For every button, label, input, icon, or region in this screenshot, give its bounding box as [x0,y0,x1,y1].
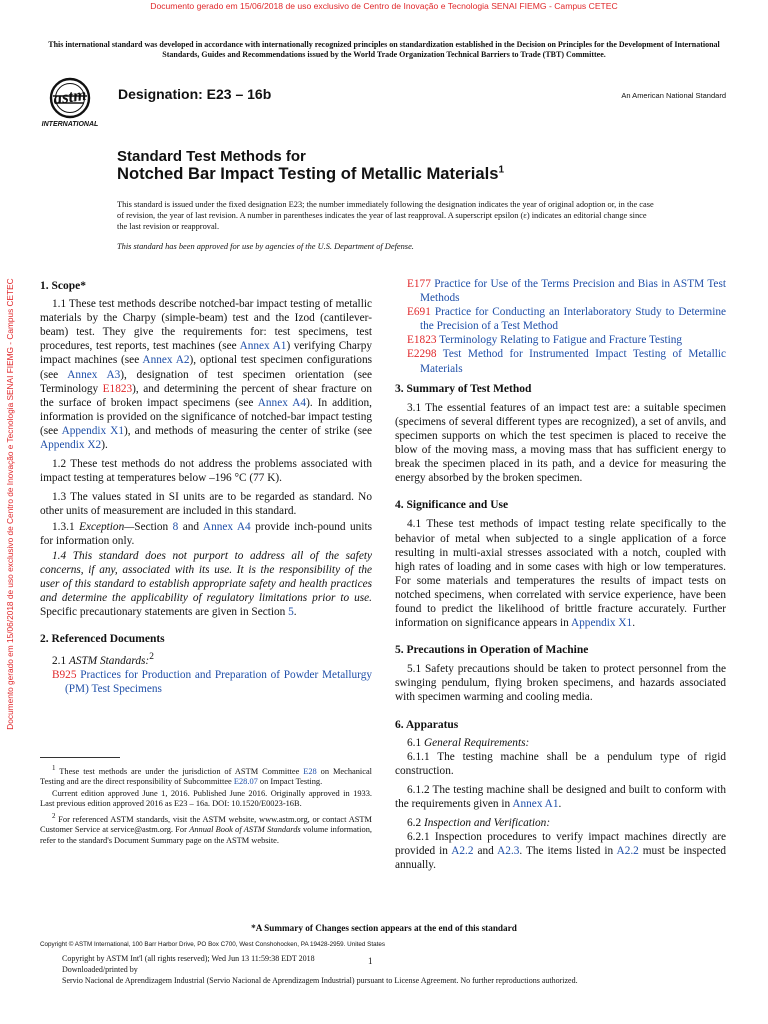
designation: Designation: E23 – 16b [118,86,272,102]
title-line-2: Notched Bar Impact Testing of Metallic Materials$^1$ [117,164,504,183]
link-section-8[interactable]: 8 [172,520,179,533]
download-line-2: Downloaded/printed by [62,965,138,974]
link-b925[interactable]: B925 [52,669,77,682]
section-heading-significance: 4. Significance and Use [395,499,509,512]
paragraph-1-3-1: 1.3.1 Exception—Section 8 and Annex A4 provide inch-pound units for information only. [40,520,372,547]
title-line-1: Standard Test Methods for [117,148,306,165]
link-annex-a4[interactable]: Annex A4 [257,396,307,409]
reference-e177: E177 Practice for Use of the Terms Precision and Bias in ASTM Test Methods [407,278,726,305]
link-appendix-x1[interactable]: Appendix X1 [571,617,633,630]
paragraph-1-4: 1.4 This standard does not purport to address all of the safety concerns, if any, associated with its use. It is the responsibility of the user of this standard to establish appropriate safety and health practices and determine the applicability of regulatory limitations prior to use. Specific precautionary statements are given in Section 5. [40,549,372,619]
link-appendix-x2[interactable]: Appendix X2 [40,439,102,452]
astm-logo-icon [40,76,106,130]
paragraph-4-1: 4.1 These test methods of impact testing relate specifically to the behavior of metal when subjected to a single application of a force resulting in multi-axial stresses associated with a notch, coupled with high rates of loading and in some cases with high or low temperatures. For some materials and temperatures the results of impact tests on notched specimens, when correlated with service experience, have been found to predict the likelihood of brittle fracture accurately. Further information on significance appears in Appendix X1. [395,518,726,630]
watermark-sidebar: Documento gerado em 15/06/2018 de uso exclusivo de Centro de Inovação e Tecnologia SENAI FIEMG - Campus CETEC [5,278,15,730]
left-column [40,279,372,696]
dod-note: This standard has been approved for use by agencies of the U.S. Department of Defense. [117,242,414,251]
section-heading-apparatus: 6. Apparatus [395,718,459,731]
paragraph-3-1: 3.1 The essential features of an impact test are: a suitable specimen (specimens of several different types are recognized), a set of anvils, and specimen supports on which the test specimen is placed to receive the blow of the moving mass, a moving mass that has sufficient energy to break the specimen placed in its path, and a device for measuring the energy absorbed by the broken specimen. [395,401,726,485]
reference-e691: E691 Practice for Conducting an Interlaboratory Study to Determine the Precision of a Test Method [407,306,726,333]
svg-text:astm: astm [52,84,88,109]
page-number: 1 [368,956,373,966]
paragraph-6-1-2: 6.1.2 The testing machine shall be designed and built to conform with the requirements given in Annex A1. [395,783,726,810]
paragraph-1-1: 1.1 These test methods describe notched-bar impact testing of metallic materials by the Charpy (simple-beam) test and the Izod (cantilever-beam) test. They give the requirements for: test specimens, test procedures, test reports, test machines (see Annex A1) verifying Charpy impact machines (see Annex A2), optional test specimen configurations (see Annex A3), designation of test specimen orientation (see Terminology E1823), and determining the percent of shear fracture on the surface of broken impact specimens (see Annex A4). In addition, information is provided on the significance of notched-bar impact testing (see Appendix X1), and methods of measuring the center of strike (see Appendix X2). [40,298,372,452]
link-e1823-ref[interactable]: E1823 [407,334,437,347]
link-a2-2-second[interactable]: A2.2 [616,845,639,858]
link-annex-a3[interactable]: Annex A3 [67,368,121,381]
title-footnote-ref[interactable]: 1 [498,164,504,176]
link-e177[interactable]: E177 [407,278,431,290]
national-standard-label: An American National Standard [621,91,726,100]
footnote-2: $^2$ For referenced ASTM standards, visit the ASTM website, www.astm.org, or contact ASTM Customer Service at service@astm.org. For Annual Book of ASTM Standards volume information, refer to the standard's Document Summary page on the ASTM website. [40,811,372,845]
footnote-1: $^1$ These test methods are under the jurisdiction of ASTM Committee E28 on Mechanical Testing and are the direct responsibility of Subcommittee E28.07 on Impact Testing. [40,764,373,787]
paragraph-5-1: 5.1 Safety precautions should be taken to protect personnel from the swinging pendulum, flying broken specimens, and hazards associated with specimen warming and cooling media. [395,663,726,704]
issue-note: This standard is issued under the fixed designation E23; the number immediately following the designation indicates the year of original adoption or, in the case of revision, the year of last revision. A number in parentheses indicates the year of last reapproval. A superscript epsilon (ε) indicates an editorial change since the last revision or reapproval. [117,200,654,231]
paragraph-1-3: 1.3 The values stated in SI units are to be regarded as standard. No other units of measurement are included in this standard. [40,491,372,518]
reference-b925: B925 Practices for Production and Preparation of Powder Metallurgy (PM) Test Specimens [52,669,372,696]
paragraph-1-2: 1.2 These test methods do not address the problems associated with impact testing at temperatures below –196 °C (77 K). [40,458,372,485]
footnote-1-edition: Current edition approved June 1, 2016. Published June 2016. Originally approved in 1933. Last previous edition approved 2016 as E23 – 16a. DOI: 10.1520/E0023-16B. [40,788,372,809]
link-annex-a2[interactable]: Annex A2 [142,354,190,367]
section-heading-summary: 3. Summary of Test Method [395,382,532,395]
link-annex-a1[interactable]: Annex A1 [239,340,287,353]
svg-text:INTERNATIONAL: INTERNATIONAL [41,121,99,128]
footnotes [40,763,372,846]
copyright-line: Copyright © ASTM International, 100 Barr Harbor Drive, PO Box C700, West Conshohocken, PA 19428-2959. United States [40,941,385,948]
section-heading-referenced-documents: 2. Referenced Documents [40,633,165,646]
download-line-3: Servio Nacional de Aprendizagem Industrial (Servio Nacional de Aprendizagem Industrial) pursuant to License Agreement. No further reproductions authorized. [62,976,578,985]
reference-e2298: E2298 Test Method for Instrumented Impact Testing of Metallic Materials [407,348,726,375]
link-e691[interactable]: E691 [407,306,431,319]
paragraph-6-1: 6.1 General Requirements: [407,736,530,749]
link-a2-2[interactable]: A2.2 [451,845,474,858]
link-e28[interactable]: E28 [303,766,317,776]
astm-logo [40,76,106,130]
paragraph-6-2-1: 6.2.1 Inspection procedures to verify impact machines directly are provided in A2.2 and A2.3. The items listed in A2.2 must be inspected annually. [395,831,726,872]
watermark-banner: Documento gerado em 15/06/2018 de uso exclusivo de Centro de Inovação e Tecnologia SENAI FIEMG - Campus CETEC [150,1,618,11]
section-heading-precautions: 5. Precautions in Operation of Machine [395,644,589,657]
link-e2298[interactable]: E2298 [407,348,437,361]
paragraph-6-1-1: 6.1.1 The testing machine shall be a pendulum type of rigid construction. [395,750,726,777]
link-e1823[interactable]: E1823 [102,382,133,395]
link-annex-a4[interactable]: Annex A4 [202,520,251,533]
reference-e1823: E1823 Terminology Relating to Fatigue and Fracture Testing [407,334,683,347]
reference-list [395,277,726,376]
link-appendix-x1[interactable]: Appendix X1 [61,424,124,437]
right-column [395,279,726,872]
section-heading-scope: 1. Scope* [40,280,86,292]
footnote-rule [40,757,120,758]
intro-statement: This international standard was developed in accordance with internationally recognized principles on standardization established in the Decision on Principles for the Development of International Standards, Guides and Recommendations issued by the World Trade Organization Technical Barriers to Trade (TBT) Committee. [48,40,720,59]
link-section-5[interactable]: 5 [288,606,294,619]
paragraph-6-2: 6.2 Inspection and Verification: [407,817,551,830]
link-annex-a1[interactable]: Annex A1 [512,798,559,810]
link-a2-3[interactable]: A2.3 [497,845,520,858]
download-notice [62,953,578,986]
link-e28-07[interactable]: E28.07 [233,777,258,787]
paragraph-2-1: 2.1 ASTM Standards:$^2$ [52,652,154,668]
download-line-1: Copyright by ASTM Int'l (all rights reserved); Wed Jun 13 11:59:38 EDT 2018 [62,954,315,963]
summary-of-changes-note: *A Summary of Changes section appears at the end of this standard [251,923,517,933]
